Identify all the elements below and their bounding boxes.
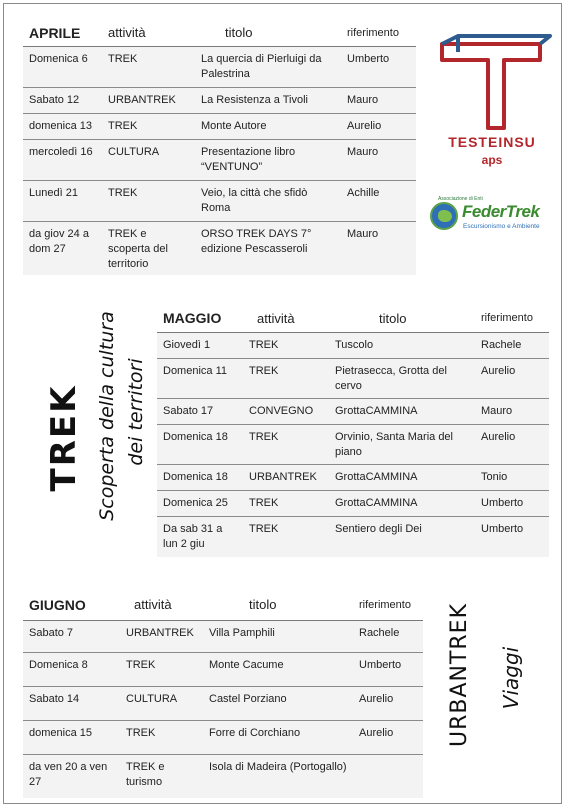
table-row <box>23 113 416 139</box>
table-row <box>23 754 423 798</box>
cell-activity: TREK e turismo <box>120 754 203 798</box>
cell-date: Domenica 11 <box>157 358 243 398</box>
cell-date: Sabato 14 <box>23 686 120 720</box>
table-row <box>157 358 549 398</box>
table-row <box>23 652 423 686</box>
cell-activity: TREK <box>120 720 203 754</box>
cell-activity: TREK <box>243 490 329 516</box>
table-row <box>157 516 549 557</box>
cell-title: Forre di Corchiano <box>203 720 353 754</box>
cell-activity: TREK <box>243 516 329 557</box>
cell-title: Sentiero degli Dei <box>329 516 475 557</box>
cell-date: Giovedì 1 <box>163 338 211 351</box>
cell-ref: Umberto <box>475 516 549 557</box>
side-label-trek: TREK <box>44 384 84 492</box>
table-row <box>23 221 416 275</box>
globe-icon <box>430 202 458 230</box>
cell-activity: URBANTREK <box>126 626 194 639</box>
cell-ref: Mauro <box>475 398 549 424</box>
table-row <box>157 424 549 464</box>
table-maggio <box>157 305 549 557</box>
cell-title: Isola di Madeira (Portogallo) <box>203 754 353 798</box>
logo-suffix: aps <box>481 153 503 167</box>
cell-ref: Mauro <box>341 221 416 275</box>
cell-activity: TREK <box>108 52 138 65</box>
cell-activity: URBANTREK <box>243 464 329 490</box>
cell-ref: Achille <box>341 180 416 221</box>
table-row <box>23 139 416 180</box>
cell-ref: Mauro <box>341 87 416 113</box>
col-ref-header: riferimento <box>353 590 423 620</box>
cell-date: Sabato 17 <box>157 398 243 424</box>
cell-date: domenica 15 <box>23 720 120 754</box>
cell-ref: Umberto <box>353 652 423 686</box>
cell-title: Monte Autore <box>195 113 341 139</box>
col-title-header: titolo <box>329 305 475 332</box>
table-row <box>157 332 549 358</box>
federtrek-tagline: Escursionismo e Ambiente <box>463 223 540 230</box>
cell-ref: Aurelio <box>341 113 416 139</box>
month-header: APRILE <box>23 20 102 46</box>
federtrek-assoc: Associazione di Enti <box>438 196 483 202</box>
cell-activity: TREK <box>249 338 279 351</box>
table-row <box>23 720 423 754</box>
cell-ref <box>353 754 423 798</box>
cell-date: da ven 20 a ven 27 <box>23 754 120 798</box>
col-activity-header: attività <box>120 590 203 620</box>
table-row <box>23 180 416 221</box>
side-label-viaggi: Viaggi <box>499 646 523 710</box>
cell-title: Orvinio, Santa Maria del piano <box>329 424 475 464</box>
cell-date: Domenica 6 <box>29 52 88 65</box>
cell-ref: Mauro <box>341 139 416 180</box>
side-label-urbantrek: URBANTREK <box>447 602 472 748</box>
cell-date: Lunedì 21 <box>23 180 102 221</box>
cell-date: Domenica 18 <box>157 464 243 490</box>
cell-activity: URBANTREK <box>102 87 195 113</box>
col-activity-header: attività <box>102 20 195 46</box>
table-row <box>23 686 423 720</box>
cell-date: Sabato 7 <box>29 626 74 639</box>
table-giugno <box>23 590 423 798</box>
federtrek-name: FederTrek <box>462 202 540 221</box>
cell-title: GrottaCAMMINA <box>329 464 475 490</box>
cell-ref: Umberto <box>347 52 390 65</box>
cell-date: Domenica 18 <box>157 424 243 464</box>
side-label-culture-2: dei territori <box>125 358 147 466</box>
month-header: MAGGIO <box>157 305 243 332</box>
cell-title: Villa Pamphili <box>209 626 275 639</box>
month-header: GIUGNO <box>23 590 120 620</box>
cell-activity: TREK <box>102 113 195 139</box>
col-ref-header: riferimento <box>341 20 416 46</box>
cell-title: Monte Cacume <box>203 652 353 686</box>
table-row <box>157 464 549 490</box>
col-title-header: titolo <box>203 590 353 620</box>
cell-ref: Aurelio <box>475 358 549 398</box>
cell-activity: CULTURA <box>102 139 195 180</box>
cell-ref: Rachele <box>359 626 400 639</box>
table-row <box>23 87 416 113</box>
cell-activity: TREK <box>243 358 329 398</box>
cell-date: Domenica 25 <box>157 490 243 516</box>
col-ref-header: riferimento <box>475 305 549 332</box>
cell-ref: Aurelio <box>353 720 423 754</box>
federtrek-logo <box>430 196 548 242</box>
table-aprile <box>23 20 416 275</box>
cell-activity: CONVEGNO <box>243 398 329 424</box>
cell-date: Domenica 8 <box>23 652 120 686</box>
cell-title: La Resistenza a Tivoli <box>195 87 341 113</box>
cell-title: ORSO TREK DAYS 7° edizione Pescasseroli <box>195 221 341 275</box>
logo-name: TESTEINSU <box>448 134 536 150</box>
cell-ref: Umberto <box>475 490 549 516</box>
table-row <box>157 398 549 424</box>
cell-date: da giov 24 a dom 27 <box>23 221 102 275</box>
cell-activity: CULTURA <box>120 686 203 720</box>
table-row <box>157 490 549 516</box>
cell-title: GrottaCAMMINA <box>329 490 475 516</box>
side-label-culture-1: Scoperta della cultura <box>96 311 118 521</box>
cell-activity: TREK <box>120 652 203 686</box>
cell-date: Sabato 12 <box>23 87 102 113</box>
cell-activity: TREK <box>102 180 195 221</box>
cell-date: mercoledì 16 <box>23 139 102 180</box>
cell-title: Presentazione libro “VENTUNO” <box>195 139 341 180</box>
cell-title: Pietrasecca, Grotta del cervo <box>329 358 475 398</box>
cell-activity: TREK e scoperta del territorio <box>102 221 195 275</box>
cell-ref: Aurelio <box>353 686 423 720</box>
col-title-header: titolo <box>195 20 341 46</box>
cell-ref: Tonio <box>475 464 549 490</box>
table-row <box>23 46 416 87</box>
cell-title: Veio, la città che sfidò Roma <box>195 180 341 221</box>
cell-date: Da sab 31 a lun 2 giu <box>157 516 243 557</box>
cell-ref: Rachele <box>481 338 522 351</box>
cell-ref: Aurelio <box>475 424 549 464</box>
cell-date: domenica 13 <box>23 113 102 139</box>
cell-title: GrottaCAMMINA <box>329 398 475 424</box>
cell-title: Castel Porziano <box>203 686 353 720</box>
cell-title: La quercia di Pierluigi da Palestrina <box>201 52 322 80</box>
table-row <box>23 620 423 652</box>
col-activity-header: attività <box>243 305 329 332</box>
cell-title: Tuscolo <box>335 338 374 351</box>
cell-activity: TREK <box>243 424 329 464</box>
